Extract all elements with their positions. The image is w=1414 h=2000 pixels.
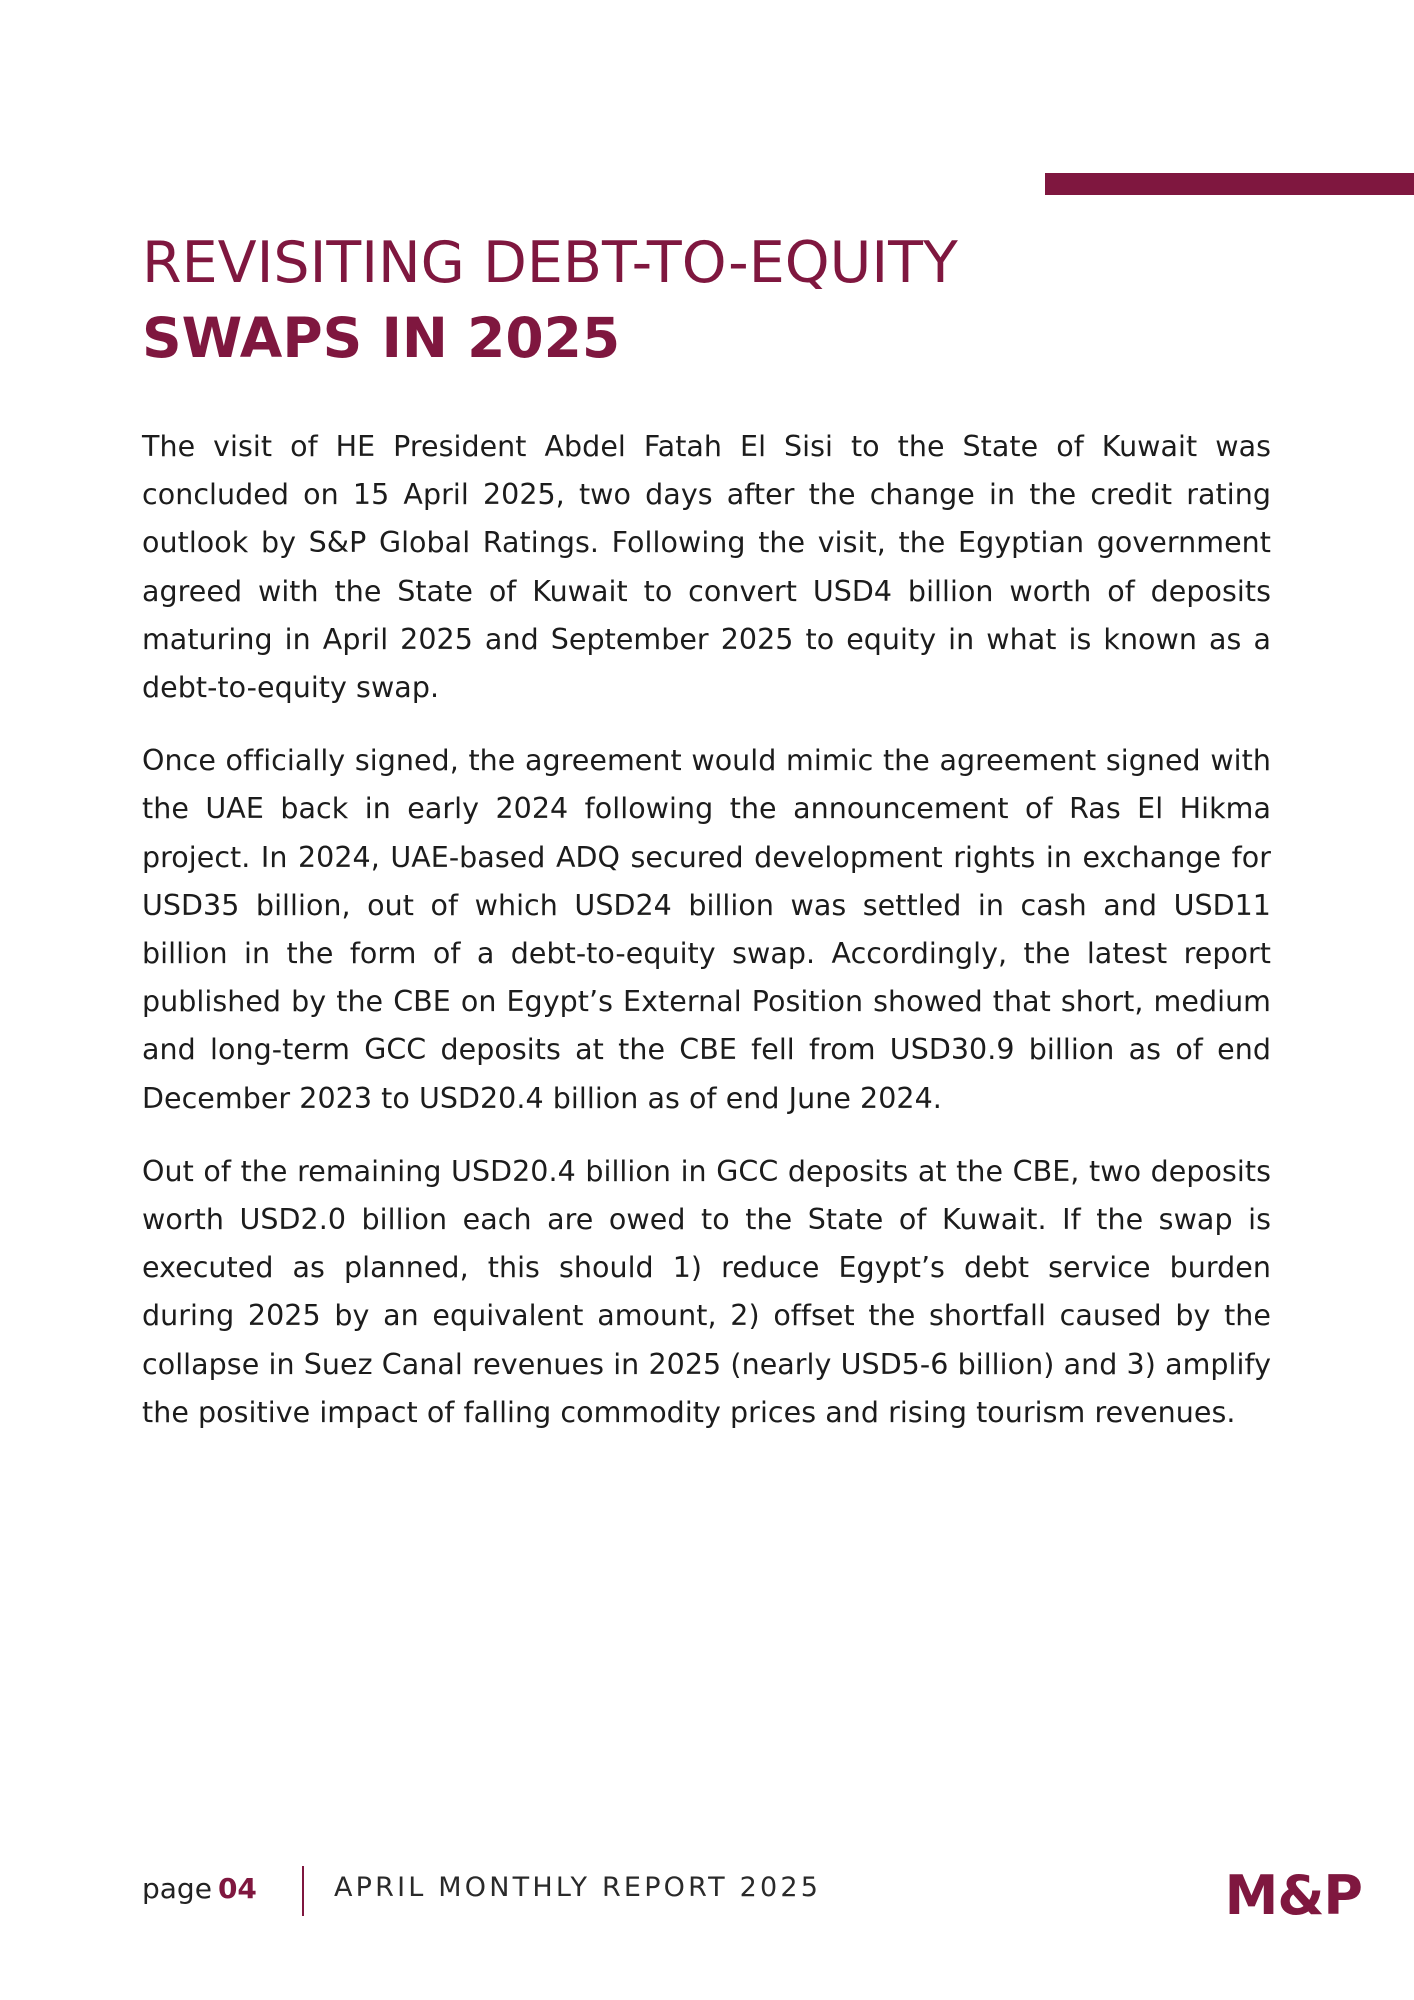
- page-title: [142, 228, 1282, 378]
- report-title: APRIL MONTHLY REPORT 2025: [334, 1872, 822, 1903]
- paragraph-1: The visit of HE President Abdel Fatah El Sisi to the State of Kuwait was concluded on 15 April 2025, two days after the change in the credit rating outlook by S&P Global Ratings. Following the visit, the Egyptian government agreed with the State of Kuwait to convert USD4 billion worth of deposits maturing in April 2025 and September 2025 to equity in what is known as a debt-to-equity swap.: [142, 430, 1271, 705]
- page-footer: [142, 1862, 1362, 1927]
- paragraph-2: Once officially signed, the agreement would mimic the agreement signed with the UAE back in early 2024 following the announcement of Ras El Hikma project. In 2024, UAE-based ADQ secured development rights in exchange for USD35 billion, out of which USD24 billion was settled in cash and USD11 billion in the form of a debt-to-equity swap. Accordingly, the latest report published by the CBE on Egypt’s External Position showed that short, medium and long-term GCC deposits at the CBE fell from USD30.9 billion as of end December 2023 to USD20.4 billion as of end June 2024.: [142, 744, 1271, 1115]
- page-number: 04: [217, 1872, 257, 1905]
- title-line-1: REVISITING DEBT-TO-EQUITY: [142, 230, 958, 296]
- page-label: page: [142, 1872, 212, 1905]
- footer-divider: [302, 1866, 304, 1916]
- article-body: [142, 423, 1271, 1462]
- title-line-2: SWAPS IN 2025: [142, 306, 621, 370]
- page-indicator: [142, 1872, 257, 1905]
- accent-bar: [1045, 173, 1414, 195]
- company-logo: M&P: [1224, 1864, 1362, 1927]
- paragraph-3: Out of the remaining USD20.4 billion in GCC deposits at the CBE, two deposits worth USD2.0 billion each are owed to the State of Kuwait. If the swap is executed as planned, this should 1) reduce Egypt’s debt service burden during 2025 by an equivalent amount, 2) offset the shortfall caused by the collapse in Suez Canal revenues in 2025 (nearly USD5-6 billion) and 3) amplify the positive impact of falling commodity prices and rising tourism revenues.: [142, 1154, 1271, 1429]
